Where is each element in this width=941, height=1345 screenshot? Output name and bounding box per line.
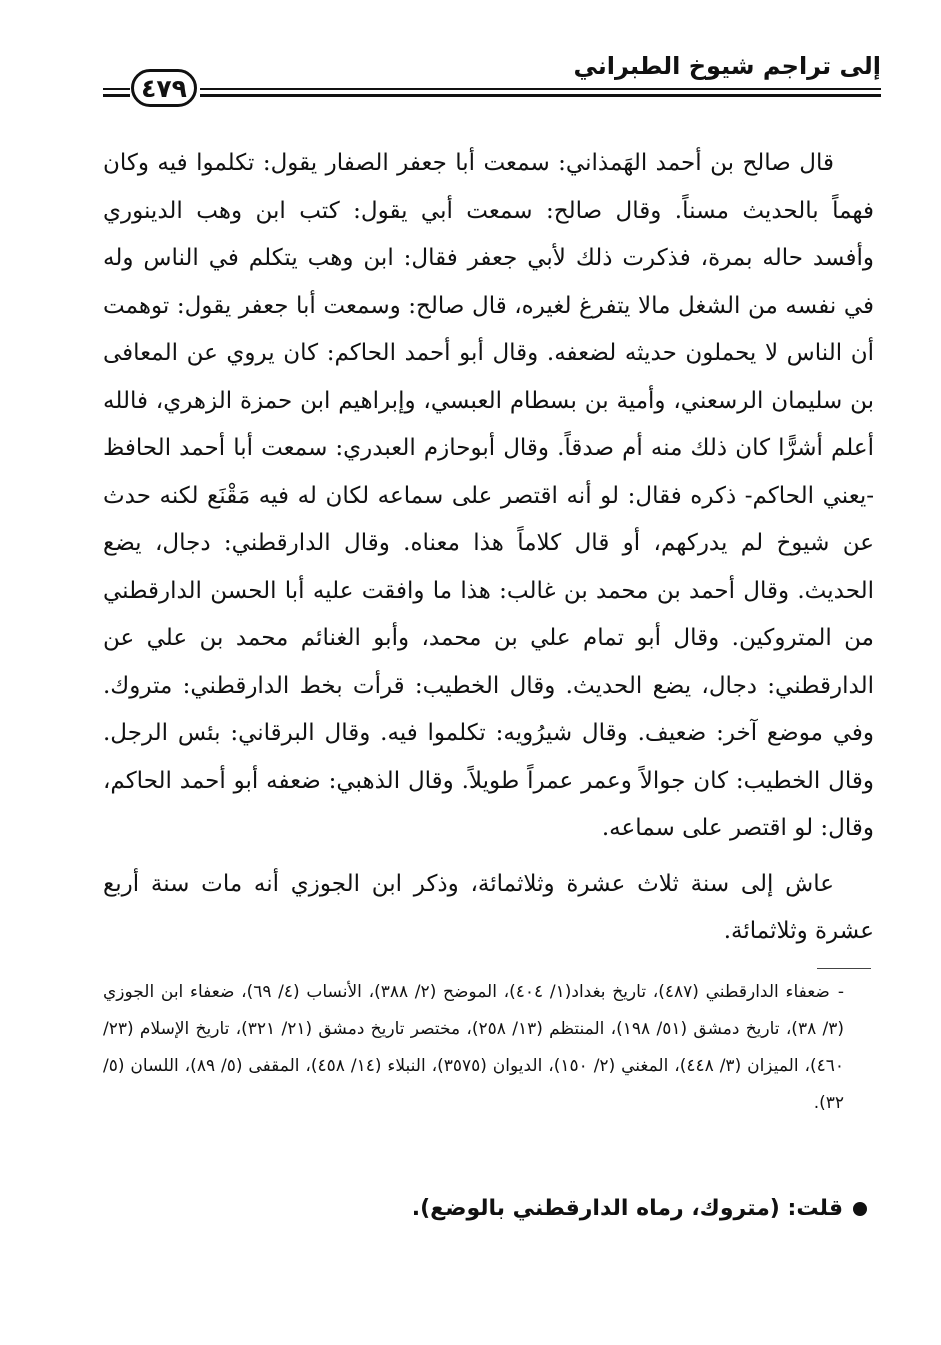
verdict-text: قلت: (متروك، رماه الدارقطني بالوضع). xyxy=(411,1196,843,1221)
header-rule-top xyxy=(200,88,881,90)
footnote-text: ضعفاء الدارقطني (٤٨٧)، تاريخ بغداد(١/ ٤٠٤)، الموضح (٢/ ٣٨٨)، الأنساب (٤/ ٦٩)، ضعفاء ابن الجوزي (٣/ ٣٨)، تاريخ دمشق (٥١/ ١٩٨)، المنتظم (١٣/ ٢٥٨)، مختصر تاريخ دمشق (٢١/ ٣٢١)، تاريخ الإسلام (٢٣/ ٤٦٠)، الميزان (٣/ ٤٤٨)، المغني (٢/ ١٥٠)، الديوان (٣٥٧٥)، النبلاء (١٤/ ٤٥٨)، المقفى (٥/ ٨٩)، اللسان (٥/ ٣٢). xyxy=(103,982,844,1113)
bullet-icon xyxy=(853,1202,867,1216)
footnote-dash: - xyxy=(837,982,845,1002)
footnote-separator xyxy=(817,968,871,969)
author-verdict xyxy=(412,1196,867,1221)
main-text xyxy=(103,140,874,956)
paragraph-narrations: قال صالح بن أحمد الهَمذاني: سمعت أبا جعفر الصفار يقول: تكلموا فيه وكان فهماً بالحديث مسناً. وقال صالح: سمعت أبي يقول: كتب ابن وهب الدينوري وأفسد حاله بمرة، فذكرت ذلك لأبي جعفر فقال: ابن وهب يتكلم في الناس وله في نفسه من الشغل مالا يتفرغ لغيره، قال صالح: وسمعت أبا جعفر يقول: توهمت أن الناس لا يحملون حديثه لضعفه. وقال أبو أحمد الحاكم: كان يروي عن المعافى بن سليمان الرسعني، وأمية بن بسطام العبسي، وإبراهيم ابن حمزة الزهري، فالله أعلم أشرًّا كان ذلك منه أم صدقاً. وقال أبوحازم العبدري: سمعت أبا أحمد الحافظ -يعني الحاكم- ذكره فقال: لو أنه اقتصر على سماعه لكان له فيه مَقْنَع لكنه حدث عن شيوخ لم يدركهم، أو قال كلاماً هذا معناه. وقال الدارقطني: دجال، يضع الحديث. وقال أحمد بن محمد بن غالب: هذا ما وافقت عليه أبا الحسن الدارقطني من المتروكين. وقال أبو تمام علي بن محمد، وأبو الغنائم محمد بن علي عن الدارقطني: دجال، يضع الحديث. وقال الخطيب: قرأت بخط الدارقطني: متروك. وفي موضع آخر: ضعيف. وقال شيرُويه: تكلموا فيه. وقال البرقاني: بئس الرجل. وقال الخطيب: كان جوالاً وعمر عمراً طويلاً. وقال الذهبي: ضعفه أبو أحمد الحاكم، وقال: لو اقتصر على سماعه. xyxy=(103,150,874,841)
header-rule-left-bottom xyxy=(103,94,130,97)
running-header-title: إلى تراجم شيوخ الطبراني xyxy=(573,52,881,80)
footnote-sources xyxy=(103,974,844,1122)
page-number: ٤٧٩ xyxy=(131,69,197,107)
paragraph-death: عاش إلى سنة ثلاث عشرة وثلاثمائة، وذكر ابن الجوزي أنه مات سنة أربع عشرة وثلاثمائة. xyxy=(103,870,874,944)
header-rule-left-top xyxy=(103,88,130,90)
header-rule-bottom xyxy=(200,94,881,97)
